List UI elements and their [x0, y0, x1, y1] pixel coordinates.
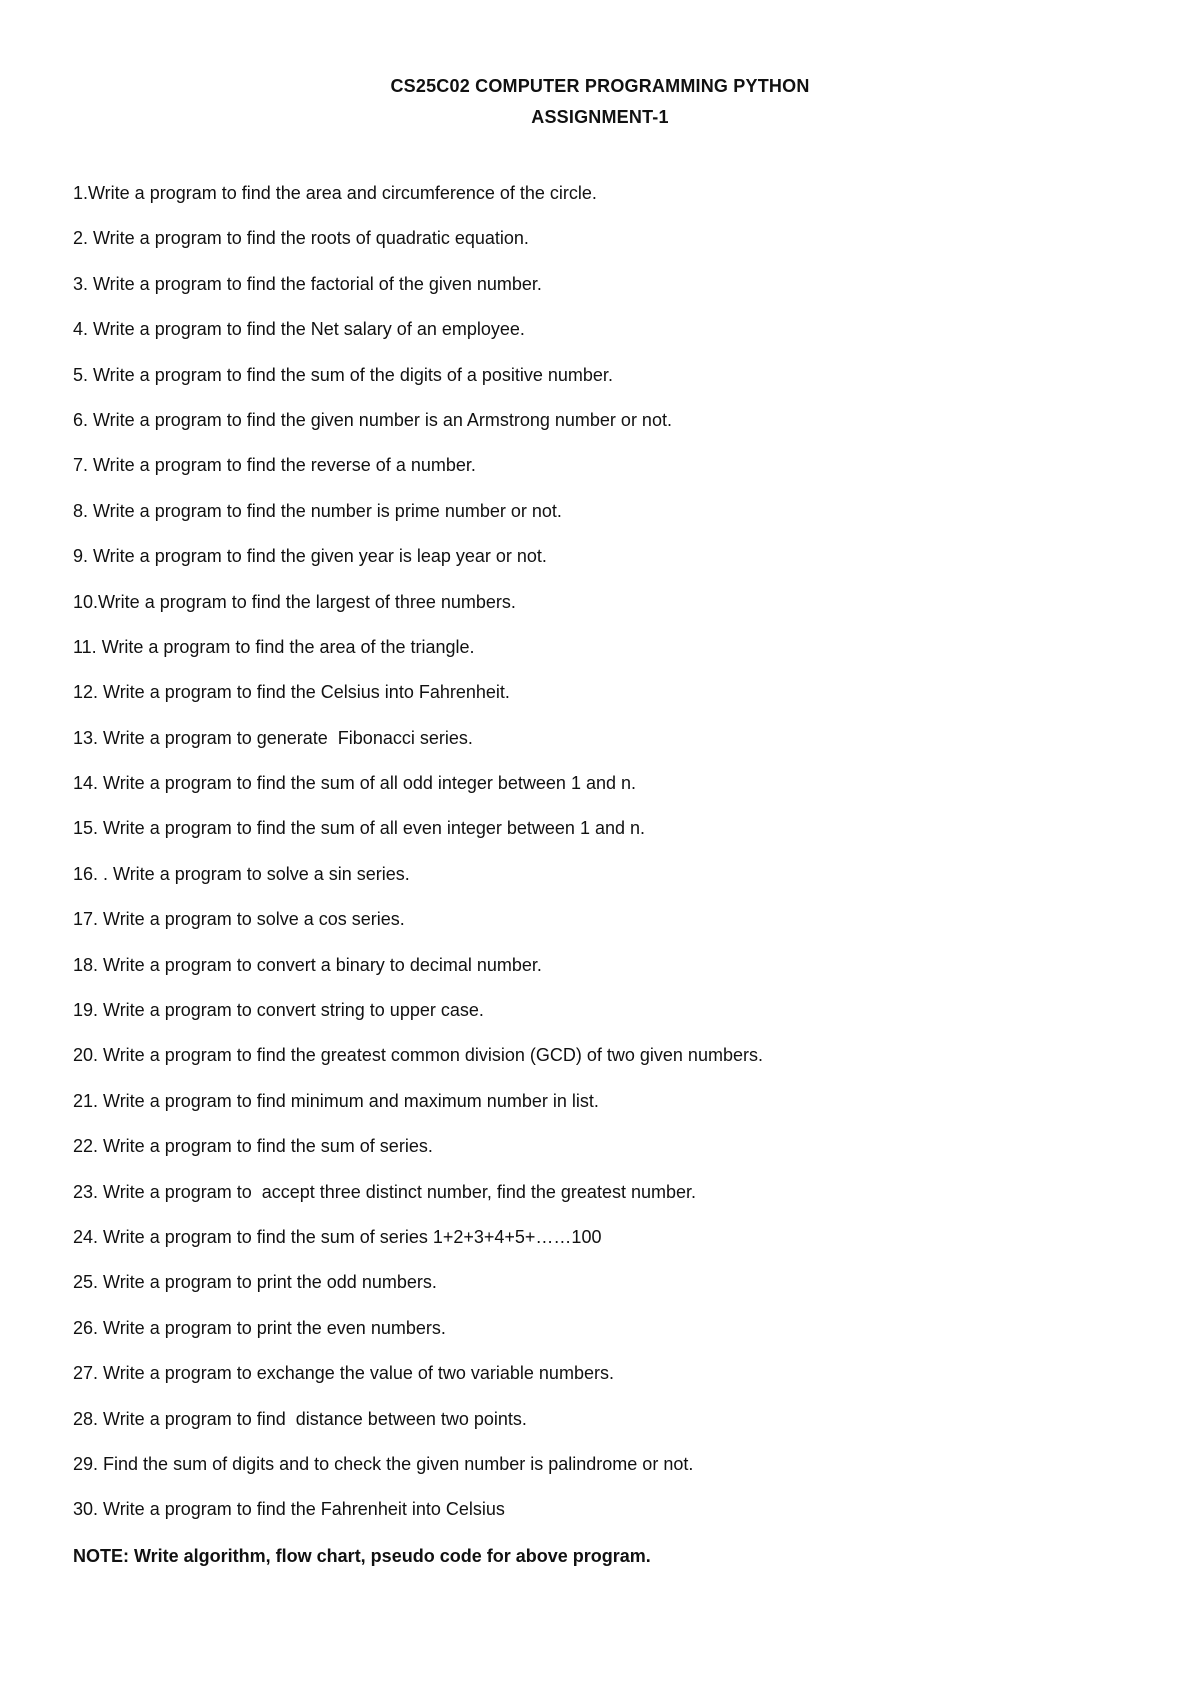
question-item: 20. Write a program to find the greatest common division (GCD) of two given numbers.: [73, 1045, 763, 1066]
question-item: 1.Write a program to find the area and circumference of the circle.: [73, 183, 597, 203]
question-item: 13. Write a program to generate Fibonacci series.: [73, 727, 473, 748]
question-item: 18. Write a program to convert a binary to decimal number.: [73, 954, 542, 975]
course-title: CS25C02 COMPUTER PROGRAMMING PYTHON: [390, 76, 810, 96]
question-item: 29. Find the sum of digits and to check the given number is palindrome or not.: [73, 1453, 694, 1474]
question-item: 30. Write a program to find the Fahrenheit into Celsius: [73, 1499, 505, 1520]
question-item: 9. Write a program to find the given year is leap year or not.: [73, 546, 547, 567]
question-item: 24. Write a program to find the sum of series 1+2+3+4+5+……100: [73, 1226, 602, 1247]
question-item: 26. Write a program to print the even numbers.: [73, 1317, 446, 1338]
question-item: 12. Write a program to find the Celsius into Fahrenheit.: [73, 682, 510, 703]
question-item: 22. Write a program to find the sum of series.: [73, 1136, 433, 1157]
assignment-title: ASSIGNMENT-1: [531, 107, 669, 127]
question-item: 21. Write a program to find minimum and maximum number in list.: [73, 1090, 599, 1111]
question-item: 27. Write a program to exchange the value of two variable numbers.: [73, 1363, 614, 1384]
question-item: 28. Write a program to find distance between two points.: [73, 1408, 527, 1429]
question-item: 7. Write a program to find the reverse of a number.: [73, 455, 476, 476]
question-item: 6. Write a program to find the given number is an Armstrong number or not.: [73, 409, 672, 430]
question-item: 10.Write a program to find the largest of three numbers.: [73, 591, 516, 612]
assignment-note: NOTE: Write algorithm, flow chart, pseudo code for above program.: [73, 1546, 651, 1566]
question-item: 23. Write a program to accept three distinct number, find the greatest number.: [73, 1181, 696, 1202]
question-item: 16. . Write a program to solve a sin series.: [73, 863, 410, 884]
question-item: 19. Write a program to convert string to upper case.: [73, 1000, 484, 1021]
question-item: 15. Write a program to find the sum of all even integer between 1 and n.: [73, 818, 646, 839]
question-item: 17. Write a program to solve a cos series.: [73, 909, 405, 930]
question-item: 4. Write a program to find the Net salary of an employee.: [73, 319, 525, 340]
question-item: 8. Write a program to find the number is prime number or not.: [73, 500, 562, 521]
question-item: 2. Write a program to find the roots of quadratic equation.: [73, 228, 529, 249]
question-item: 25. Write a program to print the odd numbers.: [73, 1272, 437, 1293]
question-item: 5. Write a program to find the sum of the digits of a positive number.: [73, 364, 613, 385]
question-list: [73, 182, 1133, 1544]
question-item: 11. Write a program to find the area of the triangle.: [73, 636, 475, 657]
question-item: 14. Write a program to find the sum of all odd integer between 1 and n.: [73, 773, 637, 794]
question-item: 3. Write a program to find the factorial of the given number.: [73, 273, 542, 294]
